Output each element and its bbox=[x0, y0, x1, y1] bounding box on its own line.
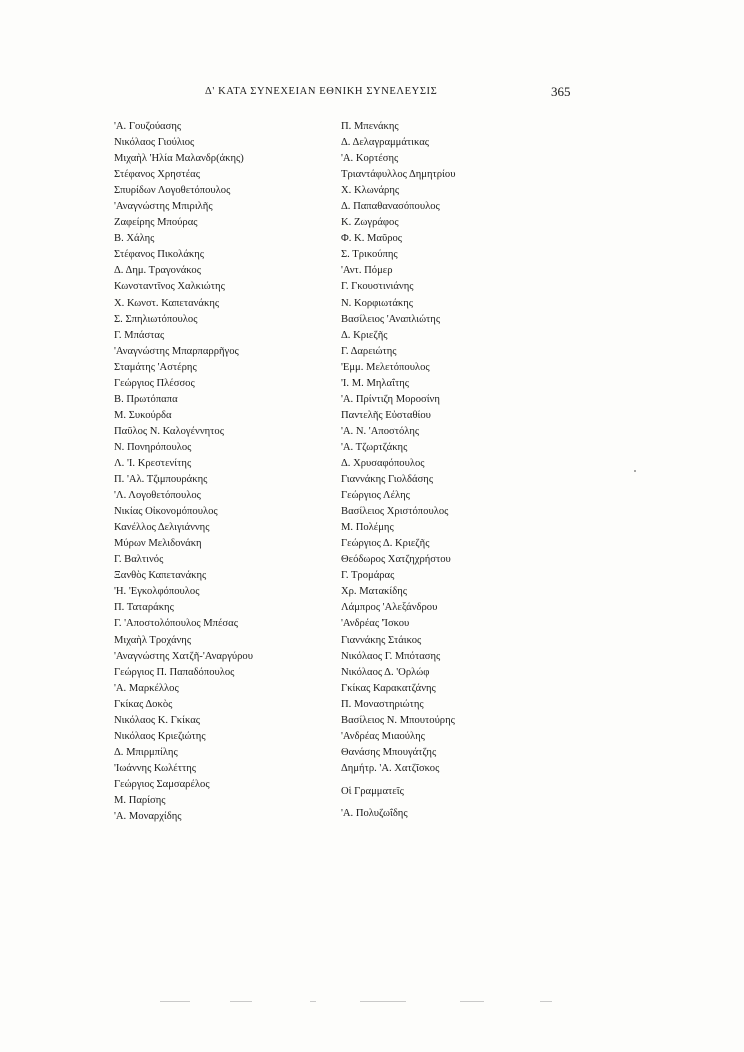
signatory-name: Νικόλαος Γ. Μπότασης bbox=[341, 650, 441, 662]
signatory-name: 'Η. 'Εγκολφόπουλος bbox=[114, 586, 200, 598]
signatory-name: Νικίας Οἰκονομόπουλος bbox=[114, 506, 218, 518]
signatory-name: Στέφανος Χρηστέας bbox=[114, 169, 200, 181]
signatory-name: Γιαννάκης Γιολδάσης bbox=[341, 474, 434, 486]
signatory-name: Νικόλαος Γιούλιος bbox=[114, 137, 195, 149]
signatory-name: Γ. Δαρειώτης bbox=[341, 345, 397, 357]
signatory-name: Θεόδωρος Χατζηχρήστου bbox=[341, 554, 451, 566]
signatory-name: Δ. Δημ. Τραγονάκος bbox=[114, 265, 201, 277]
signatory-name: Χ. Κωνστ. Καπετανάκης bbox=[114, 297, 220, 309]
signatory-name: Δ. Χρυσαφόπουλος bbox=[341, 457, 425, 469]
signatory-name: Π. Ταταράκης bbox=[114, 602, 174, 614]
signatory-name: Νικόλαος Κ. Γκίκας bbox=[114, 714, 200, 726]
signatory-name: Φ. Κ. Μαῦρος bbox=[341, 233, 402, 245]
signatory-name: Μιχαὴλ 'Ηλία Μαλανδρ(άκης) bbox=[114, 153, 244, 165]
signatory-name: Θανάσης Μπουγάτζης bbox=[341, 746, 437, 758]
signatory-name: Νικόλαος Δ. 'Ορλώφ bbox=[341, 666, 430, 678]
signatory-name: Γιαννάκης Στάικος bbox=[341, 634, 422, 646]
signatory-name: Π. 'Αλ. Τζιμπουράκης bbox=[114, 474, 208, 486]
signatory-name: 'Α. Κορτέσης bbox=[341, 153, 399, 165]
signatory-name: Χρ. Ματακίδης bbox=[341, 586, 407, 598]
signatory-name: Μιχαὴλ Τροχάνης bbox=[114, 634, 192, 646]
signatory-name: Δ. Παπαθανασόπουλος bbox=[341, 201, 440, 213]
signatory-name: 'Αναγνώστης Μπαρπαρρῆγος bbox=[114, 345, 239, 357]
signatory-name: 'Ανδρέας 'Ίσκου bbox=[341, 618, 410, 630]
signatory-name: Γ. Μπάστας bbox=[114, 329, 165, 341]
signatory-name: Σταμάτης 'Αστέρης bbox=[114, 361, 197, 373]
signatory-name: 'Α. Γουζούασης bbox=[114, 121, 182, 132]
signatory-name: 'Α. Μοναρχίδης bbox=[114, 811, 182, 823]
signatory-name: Μ. Συκούρδα bbox=[114, 409, 172, 421]
signatory-name: Κωνσταντῖνος Χαλκιώτης bbox=[114, 281, 225, 293]
secretary-name: 'Α. Πολυζωΐδης bbox=[341, 808, 408, 819]
secretaries-heading: Οἱ Γραμματεῖς bbox=[341, 786, 404, 797]
signatory-name: Σ. Τρικούπης bbox=[341, 249, 398, 261]
signatories-left-column bbox=[114, 119, 334, 825]
scan-speck bbox=[634, 470, 636, 472]
signatory-name: Γκίκας Δοκὸς bbox=[114, 698, 173, 710]
signatory-name: Τριαντάφυλλος Δημητρίου bbox=[341, 169, 456, 181]
signatory-name: Π. Μοναστηριώτης bbox=[341, 698, 424, 710]
signatory-name: Δ. Μπιρμπίλης bbox=[114, 746, 178, 758]
scan-footer-marks bbox=[160, 1000, 580, 1004]
signatory-name: Β. Πρωτόπαπα bbox=[114, 393, 178, 405]
running-head bbox=[0, 86, 744, 104]
signatory-name: 'Ι. Μ. Μηλαΐτης bbox=[341, 377, 409, 389]
signatory-name: Γ. Γκουστινιάνης bbox=[341, 281, 414, 293]
signatory-name: Κανέλλος Δελιγιάννης bbox=[114, 522, 210, 534]
signatory-name: Λ. 'Ι. Κρεστενίτης bbox=[114, 457, 192, 469]
signatory-name: Μ. Πολέμης bbox=[341, 522, 394, 534]
signatory-name: Σ. Σπηλιωτόπουλος bbox=[114, 313, 198, 325]
signatory-name: 'Ιωάννης Κωλέττης bbox=[114, 762, 196, 774]
signatory-name: Γεώργιος Σαμσαρέλος bbox=[114, 778, 210, 790]
signatory-name: 'Αντ. Πόμερ bbox=[341, 265, 393, 277]
signatory-name: Ζαφείρης Μπούρας bbox=[114, 217, 198, 229]
signatory-name: Μ. Παρίσης bbox=[114, 794, 166, 806]
signatory-name: Γ. Τρομάρας bbox=[341, 570, 395, 582]
signatory-name: Βασίλειος Χριστόπουλος bbox=[341, 506, 449, 518]
signatory-name: 'Α. Ν. 'Αποστόλης bbox=[341, 425, 420, 437]
signatory-name: Μύρων Μελιδονάκη bbox=[114, 538, 202, 550]
signatory-name: Παῦλος Ν. Καλογέννητος bbox=[114, 425, 224, 437]
signatory-name: Γεώργιος Λέλης bbox=[341, 490, 410, 502]
signatory-name: 'Α. Πρίντιζη Μοροσίνη bbox=[341, 393, 440, 405]
signatory-name: Γεώργιος Δ. Κριεζῆς bbox=[341, 538, 430, 550]
signatory-name: Χ. Κλωνάρης bbox=[341, 185, 400, 197]
signatory-name: Ν. Κορφιωτάκης bbox=[341, 297, 413, 309]
signatory-name: Γεώργιος Π. Παπαδόπουλος bbox=[114, 666, 235, 678]
signatory-name: Γκίκας Καρακατζάνης bbox=[341, 682, 436, 694]
signatory-name: Ν. Πονηρόπουλος bbox=[114, 441, 192, 453]
signatory-name: Ξανθὸς Καπετανάκης bbox=[114, 570, 207, 582]
signatory-name: Γ. Βαλτινός bbox=[114, 554, 164, 566]
signatory-name: Παντελῆς Εὐσταθίου bbox=[341, 409, 431, 421]
page-number: 365 bbox=[551, 84, 571, 99]
signatory-name: Γ. 'Αποστολόπουλος Μπέσας bbox=[114, 618, 238, 630]
signatory-name: 'Αναγνώστης Χατζῆ-'Αναργύρου bbox=[114, 650, 253, 662]
running-title: Δ' ΚΑΤΑ ΣΥΝΕΧΕΙΑΝ ΕΘΝΙΚΗ ΣΥΝΕΛΕΥΣΙΣ bbox=[205, 86, 438, 97]
signatory-name: Δ. Κριεζῆς bbox=[341, 329, 388, 341]
signatory-name: Βασίλειος 'Αναπλιώτης bbox=[341, 313, 441, 325]
signatory-name: 'Ανδρέας Μιαούλης bbox=[341, 730, 425, 742]
signatory-name: Γεώργιος Πλέσσος bbox=[114, 377, 195, 389]
signatories-right-column bbox=[341, 119, 561, 777]
signatory-name: Δημήτρ. 'Α. Χατζῖσκος bbox=[341, 762, 440, 774]
signatory-name: 'Α. Μαρκέλλος bbox=[114, 682, 179, 694]
signatory-name: Δ. Δελαγραμμάτικας bbox=[341, 137, 429, 149]
signatory-name: 'Λ. Λογοθετόπουλος bbox=[114, 490, 201, 502]
signatory-name: Στέφανος Πικολάκης bbox=[114, 249, 204, 261]
signatory-name: Βασίλειος Ν. Μπουτούρης bbox=[341, 714, 455, 726]
signatory-name: 'Αναγνώστης Μπιριλῆς bbox=[114, 201, 213, 213]
signatory-name: Κ. Ζωγράφος bbox=[341, 217, 399, 229]
signatory-name: Νικόλαος Κριεζιώτης bbox=[114, 730, 206, 742]
signatory-name: 'Εμμ. Μελετόπουλος bbox=[341, 361, 430, 373]
signatory-name: Λάμπρος 'Αλεξάνδρου bbox=[341, 602, 438, 614]
signatory-name: Β. Χάλης bbox=[114, 233, 155, 245]
signatory-name: Π. Μπενάκης bbox=[341, 121, 399, 132]
signatory-name: Σπυρίδων Λογοθετόπουλος bbox=[114, 185, 231, 197]
signatory-name: 'Α. Τζωρτζάκης bbox=[341, 441, 408, 453]
